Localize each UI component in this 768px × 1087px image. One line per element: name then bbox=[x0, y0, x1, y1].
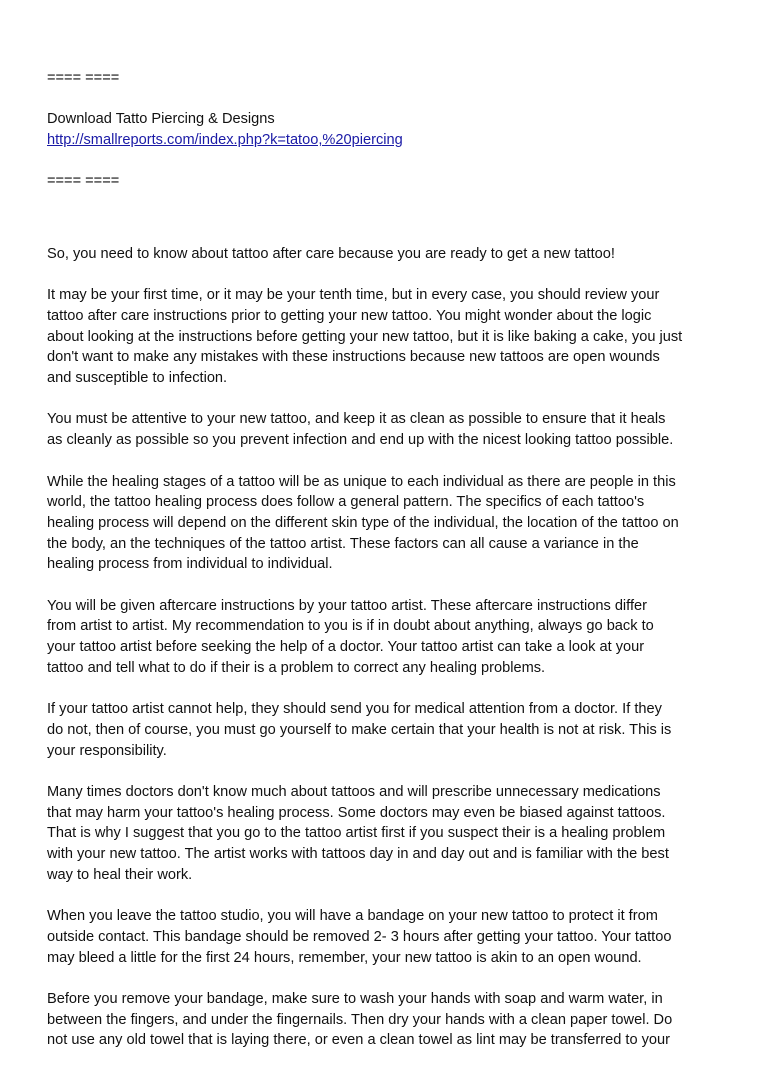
text-line: may bleed a little for the first 24 hours, remember, your new tattoo is akin to an open wound. bbox=[47, 949, 642, 966]
text-line: Before you remove your bandage, make sure to wash your hands with soap and warm water, in bbox=[47, 991, 663, 1008]
paragraph bbox=[47, 472, 728, 576]
body-text bbox=[47, 244, 728, 1051]
paragraph bbox=[47, 906, 728, 968]
text-line: the body, an the techniques of the tattoo artist. These factors can all cause a variance in the bbox=[47, 535, 639, 552]
text-line: between the fingers, and under the fingernails. Then dry your hands with a clean paper towel. Do bbox=[47, 1011, 673, 1028]
paragraph bbox=[47, 699, 728, 761]
download-title: Download Tatto Piercing & Designs bbox=[47, 111, 275, 128]
text-line: your responsibility. bbox=[47, 742, 167, 759]
paragraph-gap bbox=[47, 389, 728, 410]
paragraph-gap bbox=[47, 679, 728, 700]
text-line: Many times doctors don't know much about tattoos and will prescribe unnecessary medications bbox=[47, 784, 661, 801]
download-link[interactable]: http://smallreports.com/index.php?k=tatoo,%20piercing bbox=[47, 132, 403, 149]
spacer bbox=[47, 151, 728, 172]
text-line: from artist to artist. My recommendation to you is if in doubt about anything, always go back to bbox=[47, 618, 654, 635]
text-line: tattoo after care instructions prior to getting your new tattoo. You might wonder about the logic bbox=[47, 307, 652, 324]
spacer bbox=[47, 89, 728, 110]
paragraph-gap bbox=[47, 761, 728, 782]
paragraph bbox=[47, 244, 728, 265]
text-line: You will be given aftercare instructions by your tattoo artist. These aftercare instructions differ bbox=[47, 597, 647, 614]
paragraph-gap bbox=[47, 575, 728, 596]
text-line: don't want to make any mistakes with these instructions because new tattoos are open wounds bbox=[47, 349, 660, 366]
text-line: So, you need to know about tattoo after care because you are ready to get a new tattoo! bbox=[47, 245, 615, 262]
text-line: It may be your first time, or it may be your tenth time, but in every case, you should review your bbox=[47, 287, 660, 304]
text-line: That is why I suggest that you go to the tattoo artist first if you suspect their is a healing problem bbox=[47, 825, 666, 842]
text-line: with your new tattoo. The artist works with tattoos day in and day out and is familiar with the best bbox=[47, 846, 669, 863]
text-line: healing process will depend on the different skin type of the individual, the location of the tattoo on bbox=[47, 514, 679, 531]
text-line: that may harm your tattoo's healing process. Some doctors may even be biased against tattoos. bbox=[47, 804, 666, 821]
text-line: and susceptible to infection. bbox=[47, 370, 228, 387]
text-line: When you leave the tattoo studio, you will have a bandage on your new tattoo to protect it from bbox=[47, 908, 658, 925]
text-line: as cleanly as possible so you prevent infection and end up with the nicest looking tattoo possible. bbox=[47, 432, 674, 449]
paragraph bbox=[47, 596, 728, 679]
separator-top: ==== ==== bbox=[47, 70, 120, 86]
separator-bottom: ==== ==== bbox=[47, 173, 120, 190]
paragraph bbox=[47, 782, 728, 886]
spacer bbox=[47, 192, 728, 223]
text-line: do not, then of course, you must go yourself to make certain that your health is not at risk. This is bbox=[47, 721, 672, 738]
text-line: not use any old towel that is laying there, or even a clean towel as lint may be transferred to your bbox=[47, 1032, 671, 1049]
paragraph-gap bbox=[47, 451, 728, 472]
text-line: world, the tattoo healing process does follow a general pattern. The specifics of each tattoo's bbox=[47, 494, 645, 511]
text-line: your tattoo artist before seeking the help of a doctor. Your tattoo artist can take a look at your bbox=[47, 639, 645, 656]
text-line: way to heal their work. bbox=[47, 866, 193, 883]
text-line: tattoo and tell what to do if their is a problem to correct any healing problems. bbox=[47, 659, 546, 676]
spacer bbox=[47, 223, 728, 244]
text-line: While the healing stages of a tattoo will be as unique to each individual as there are people in this bbox=[47, 473, 676, 490]
paragraph-gap bbox=[47, 265, 728, 286]
paragraph bbox=[47, 285, 728, 389]
paragraph-gap bbox=[47, 886, 728, 907]
text-line: healing process from individual to individual. bbox=[47, 556, 333, 573]
paragraph bbox=[47, 989, 728, 1051]
text-line: You must be attentive to your new tattoo, and keep it as clean as possible to ensure that it heals bbox=[47, 411, 666, 428]
paragraph bbox=[47, 409, 728, 450]
text-line: If your tattoo artist cannot help, they should send you for medical attention from a doctor. If they bbox=[47, 701, 662, 718]
paragraph-gap bbox=[47, 968, 728, 989]
text-line: about looking at the instructions before getting your new tattoo, but it is like baking a cake, you just bbox=[47, 328, 683, 345]
text-line: outside contact. This bandage should be removed 2- 3 hours after getting your tattoo. Your tattoo bbox=[47, 928, 672, 945]
